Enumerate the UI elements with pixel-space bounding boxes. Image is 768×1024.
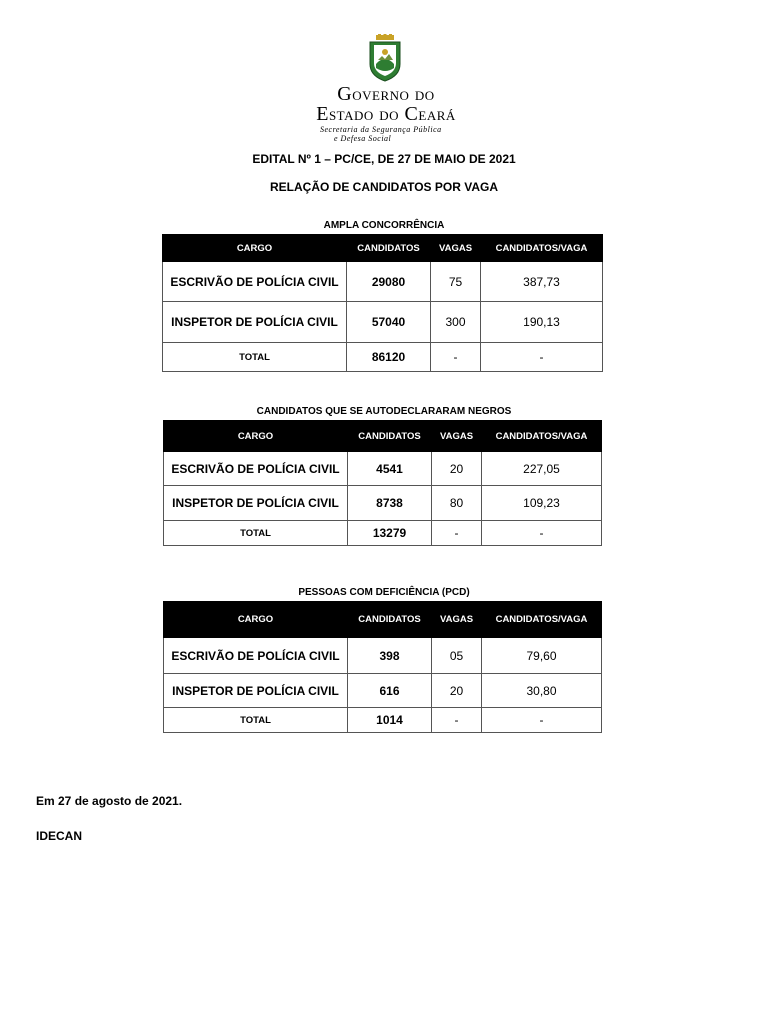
header-candidatos-vaga: CANDIDATOS/VAGA <box>482 602 602 638</box>
cell-cargo: ESCRIVÃO DE POLÍCIA CIVIL <box>164 452 348 486</box>
table-row <box>163 262 603 302</box>
cell-total-vagas: - <box>432 708 482 733</box>
cell-cargo: ESCRIVÃO DE POLÍCIA CIVIL <box>163 262 347 302</box>
header-vagas: VAGAS <box>432 602 482 638</box>
cell-total-label: TOTAL <box>164 708 348 733</box>
cell-vagas: 20 <box>432 452 482 486</box>
cell-total-candidatos: 86120 <box>347 343 431 372</box>
cell-total-label: TOTAL <box>163 343 347 372</box>
section-title-pcd: PESSOAS COM DEFICIÊNCIA (PCD) <box>298 587 470 598</box>
cell-cargo: INSPETOR DE POLÍCIA CIVIL <box>164 486 348 521</box>
document-subtitle: RELAÇÃO DE CANDIDATOS POR VAGA <box>269 180 498 194</box>
header-candidatos: CANDIDATOS <box>347 235 431 262</box>
cell-candidatos-vaga: 227,05 <box>482 452 602 486</box>
cell-vagas: 75 <box>431 262 481 302</box>
section-title-negros: CANDIDATOS QUE SE AUTODECLARARAM NEGROS <box>256 406 512 417</box>
table-row <box>164 674 602 708</box>
table-total-row <box>164 708 602 733</box>
cell-vagas: 80 <box>432 486 482 521</box>
cell-vagas: 300 <box>431 302 481 343</box>
cell-candidatos: 8738 <box>348 486 432 521</box>
cell-candidatos: 616 <box>348 674 432 708</box>
header-cargo: CARGO <box>164 421 348 452</box>
cell-total-vagas: - <box>431 343 481 372</box>
table-ampla-concorrencia <box>162 234 603 372</box>
cell-total-candidatos: 13279 <box>348 521 432 546</box>
document-title: EDITAL Nº 1 – PC/CE, DE 27 DE MAIO DE 2021 <box>252 152 516 166</box>
govt-name-line2: ESTADO DO CEARÁ <box>316 103 456 125</box>
header-vagas: VAGAS <box>432 421 482 452</box>
header-candidatos-vaga: CANDIDATOS/VAGA <box>481 235 603 262</box>
cell-candidatos: 4541 <box>348 452 432 486</box>
footer-date: Em 27 de agosto de 2021. <box>36 794 183 808</box>
cell-candidatos-vaga: 79,60 <box>482 638 602 674</box>
header-candidatos: CANDIDATOS <box>348 602 432 638</box>
cell-total-candidatos-vaga: - <box>481 343 603 372</box>
table-total-row <box>163 343 603 372</box>
cell-total-candidatos-vaga: - <box>482 708 602 733</box>
cell-candidatos: 57040 <box>347 302 431 343</box>
section-title-ampla: AMPLA CONCORRÊNCIA <box>323 220 445 231</box>
ceara-coat-of-arms-icon <box>366 34 404 82</box>
table-total-row <box>164 521 602 546</box>
cell-candidatos-vaga: 30,80 <box>482 674 602 708</box>
header-cargo: CARGO <box>164 602 348 638</box>
table-row <box>164 638 602 674</box>
cell-cargo: ESCRIVÃO DE POLÍCIA CIVIL <box>164 638 348 674</box>
table-row <box>164 486 602 521</box>
table-header-row <box>164 421 602 452</box>
table-negros <box>163 420 602 546</box>
secretaria-line2: e Defesa Social <box>334 134 392 143</box>
cell-vagas: 05 <box>432 638 482 674</box>
cell-candidatos-vaga: 190,13 <box>481 302 603 343</box>
table-pcd <box>163 601 602 733</box>
table-row <box>164 452 602 486</box>
cell-cargo: INSPETOR DE POLÍCIA CIVIL <box>164 674 348 708</box>
header-candidatos-vaga: CANDIDATOS/VAGA <box>482 421 602 452</box>
cell-candidatos-vaga: 387,73 <box>481 262 603 302</box>
table-header-row <box>163 235 603 262</box>
cell-candidatos-vaga: 109,23 <box>482 486 602 521</box>
cell-cargo: INSPETOR DE POLÍCIA CIVIL <box>163 302 347 343</box>
secretaria-name <box>320 125 460 143</box>
header-cargo: CARGO <box>163 235 347 262</box>
cell-total-candidatos-vaga: - <box>482 521 602 546</box>
government-logo <box>316 34 456 143</box>
table-row <box>163 302 603 343</box>
cell-vagas: 20 <box>432 674 482 708</box>
cell-total-candidatos: 1014 <box>348 708 432 733</box>
header-candidatos: CANDIDATOS <box>348 421 432 452</box>
header-vagas: VAGAS <box>431 235 481 262</box>
secretaria-line1: Secretaria da Segurança Pública <box>320 125 442 134</box>
cell-candidatos: 398 <box>348 638 432 674</box>
cell-total-label: TOTAL <box>164 521 348 546</box>
cell-total-vagas: - <box>432 521 482 546</box>
govt-name-line1: GOVERNO DO <box>337 83 435 105</box>
footer-organization: IDECAN <box>36 829 83 843</box>
cell-candidatos: 29080 <box>347 262 431 302</box>
table-header-row <box>164 602 602 638</box>
